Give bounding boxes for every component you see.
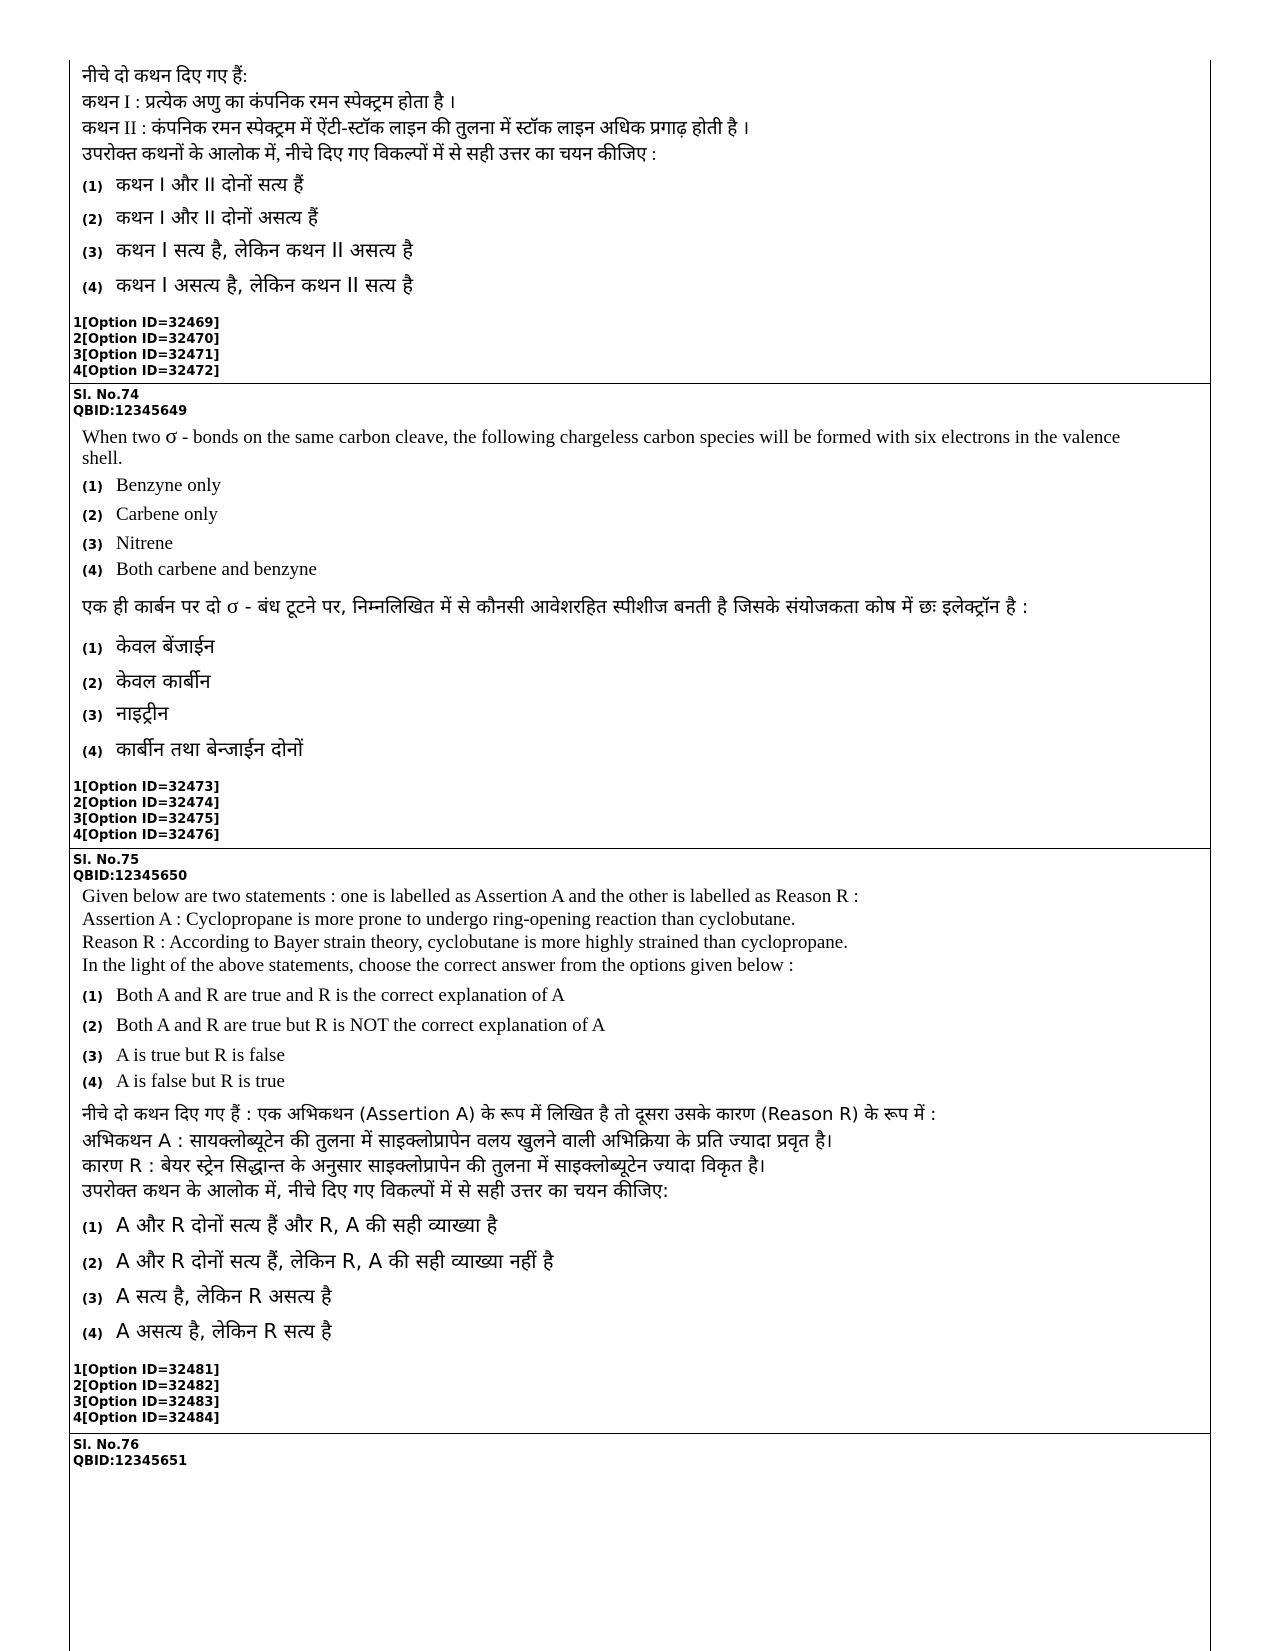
q74-hi-stem bbox=[82, 593, 1028, 619]
option-id: 4[Option ID=32484] bbox=[73, 1411, 220, 1426]
option-number: (1) bbox=[82, 180, 103, 195]
qbid: QBID:12345649 bbox=[73, 404, 188, 419]
option-id: 1[Option ID=32481] bbox=[73, 1363, 220, 1378]
q73-hi-option-4 bbox=[82, 271, 413, 298]
q73-hi-stem-line-4: उपरोक्त कथनों के आलोक में, नीचे दिए गए विकल्पों में से सही उत्तर का चयन कीजिए : bbox=[82, 144, 657, 165]
q75-hi-stem-line-1: नीचे दो कथन दिए गए हैं : एक अभिकथन (Assertion A) के रूप में लिखित है तो दूसरा उसके कारण (Reason R) के रूप में : bbox=[82, 1104, 937, 1125]
option-number: (3) bbox=[82, 246, 103, 261]
q75-en-stem-line-2: Assertion A : Cyclopropane is more prone to undergo ring-opening reaction than cyclobutane. bbox=[82, 909, 796, 930]
q75-en-option-4 bbox=[82, 1071, 285, 1093]
q75-hi-option-3 bbox=[82, 1282, 332, 1309]
option-text: Both carbene and benzyne bbox=[116, 559, 317, 580]
q73-option-ids bbox=[73, 316, 219, 380]
q74-hi-option-3 bbox=[82, 699, 168, 726]
section-divider bbox=[70, 383, 1210, 384]
q73-hi-stem-line-1: नीचे दो कथन दिए गए हैं: bbox=[82, 66, 248, 87]
question-74-section bbox=[70, 385, 1210, 848]
stem-text: - बंध टूटने पर, निम्नलिखित में से कौनसी आवेशरहित स्पीशीज बनती है जिसके संयोजकता कोष में छः इलेक्ट्रॉन है : bbox=[238, 596, 1029, 618]
option-number: (2) bbox=[82, 677, 103, 692]
q74-meta bbox=[73, 388, 187, 420]
q75-option-ids bbox=[73, 1363, 219, 1427]
option-number: (3) bbox=[82, 1292, 103, 1307]
sigma-symbol: σ bbox=[165, 423, 178, 448]
option-text: A सत्य है, लेकिन R असत्य है bbox=[116, 1284, 332, 1308]
q75-en-option-1 bbox=[82, 985, 565, 1007]
q74-hi-option-2 bbox=[82, 667, 211, 694]
q73-hi-option-3 bbox=[82, 236, 413, 263]
option-text: Nitrene bbox=[116, 533, 173, 554]
option-id: 3[Option ID=32471] bbox=[73, 348, 220, 363]
option-id: 2[Option ID=32474] bbox=[73, 796, 220, 811]
q74-en-stem-line-1 bbox=[82, 423, 1120, 449]
question-75-section bbox=[70, 850, 1210, 1433]
option-id: 3[Option ID=32483] bbox=[73, 1395, 220, 1410]
qbid: QBID:12345651 bbox=[73, 1454, 188, 1469]
question-paper-frame bbox=[69, 60, 1211, 1651]
option-text: Carbene only bbox=[116, 504, 218, 525]
qbid: QBID:12345650 bbox=[73, 869, 188, 884]
option-text: कथन I सत्य है, लेकिन कथन II असत्य है bbox=[116, 238, 413, 262]
option-number: (4) bbox=[82, 281, 103, 296]
option-id: 2[Option ID=32482] bbox=[73, 1379, 220, 1394]
option-text: कथन I और II दोनों सत्य हैं bbox=[116, 174, 304, 196]
option-number: (1) bbox=[82, 990, 103, 1005]
q75-en-option-2 bbox=[82, 1015, 605, 1037]
q73-hi-option-2 bbox=[82, 204, 318, 230]
q75-hi-option-4 bbox=[82, 1317, 332, 1344]
option-number: (4) bbox=[82, 745, 103, 760]
option-text: नाइट्रीन bbox=[116, 701, 169, 725]
option-text: Both A and R are true and R is the correct explanation of A bbox=[116, 985, 566, 1006]
stem-text: - bonds on the same carbon cleave, the following chargeless carbon species will be formed with six electrons in the valence bbox=[177, 427, 1121, 448]
option-text: कथन I असत्य है, लेकिन कथन II सत्य है bbox=[116, 273, 413, 297]
q73-hi-stem-line-2: कथन I : प्रत्येक अणु का कंपनिक रमन स्पेक्ट्रम होता है । bbox=[82, 92, 456, 113]
stem-text: When two bbox=[82, 427, 166, 448]
option-number: (2) bbox=[82, 1020, 103, 1035]
q75-hi-stem-line-3: कारण R : बेयर स्ट्रेन सिद्धान्त के अनुसार साइक्लोप्रापेन की तुलना में साइक्लोब्यूटेन ज्यादा विकृत है। bbox=[82, 1155, 766, 1177]
stem-text: एक ही कार्बन पर दो bbox=[82, 596, 227, 618]
q74-hi-option-1 bbox=[82, 632, 215, 659]
option-id: 4[Option ID=32476] bbox=[73, 828, 220, 843]
q74-en-stem-line-2: shell. bbox=[82, 448, 123, 469]
q74-en-option-1 bbox=[82, 475, 221, 497]
q75-en-stem-line-4: In the light of the above statements, choose the correct answer from the options given below : bbox=[82, 955, 794, 976]
option-text: Benzyne only bbox=[116, 475, 222, 496]
option-number: (1) bbox=[82, 642, 103, 657]
option-text: केवल कार्बीन bbox=[116, 669, 211, 693]
serial-number: Sl. No.74 bbox=[73, 388, 140, 403]
q75-hi-stem-line-4: उपरोक्त कथन के आलोक में, नीचे दिए गए विकल्पों में से सही उत्तर का चयन कीजिए: bbox=[82, 1180, 669, 1202]
option-number: (4) bbox=[82, 564, 103, 579]
option-number: (2) bbox=[82, 1257, 103, 1272]
q75-hi-option-1 bbox=[82, 1211, 497, 1238]
section-divider bbox=[70, 1433, 1210, 1434]
option-text: Both A and R are true but R is NOT the correct explanation of A bbox=[116, 1015, 606, 1036]
q74-en-option-2 bbox=[82, 504, 218, 526]
serial-number: Sl. No.75 bbox=[73, 853, 140, 868]
option-id: 1[Option ID=32469] bbox=[73, 316, 220, 331]
option-text: A is true but R is false bbox=[116, 1045, 285, 1066]
serial-number: Sl. No.76 bbox=[73, 1438, 140, 1453]
option-text: कथन I और II दोनों असत्य हैं bbox=[116, 207, 318, 229]
option-number: (2) bbox=[82, 509, 103, 524]
option-text: A is false but R is true bbox=[116, 1071, 285, 1092]
option-id: 1[Option ID=32473] bbox=[73, 780, 220, 795]
q75-hi-option-2 bbox=[82, 1247, 553, 1274]
option-id: 3[Option ID=32475] bbox=[73, 812, 220, 827]
section-divider bbox=[70, 848, 1210, 849]
q74-option-ids bbox=[73, 780, 219, 844]
q74-en-option-4 bbox=[82, 559, 317, 581]
q73-hi-stem-line-3: कथन II : कंपनिक रमन स्पेक्ट्रम में ऐंटी-स्टॉक लाइन की तुलना में स्टॉक लाइन अधिक प्रगाढ़ होती है । bbox=[82, 118, 750, 139]
option-text: कार्बीन तथा बेन्जाईन दोनों bbox=[116, 737, 304, 761]
q75-en-option-3 bbox=[82, 1045, 285, 1067]
option-text: A और R दोनों सत्य हैं, लेकिन R, A की सही व्याख्या नहीं है bbox=[116, 1249, 554, 1273]
q76-meta bbox=[73, 1438, 187, 1470]
option-text: A असत्य है, लेकिन R सत्य है bbox=[116, 1319, 332, 1343]
option-number: (1) bbox=[82, 480, 103, 495]
q75-hi-stem-line-2: अभिकथन A : सायक्लोब्यूटेन की तुलना में साइक्लोप्रापेन वलय खुलने वाली अभिक्रिया के प्रति ज्यादा प्रवृत है। bbox=[82, 1130, 833, 1152]
q75-meta bbox=[73, 853, 187, 885]
option-number: (4) bbox=[82, 1327, 103, 1342]
sigma-symbol: σ bbox=[226, 593, 239, 618]
question-76-section bbox=[70, 1435, 1210, 1535]
q75-en-stem-line-3: Reason R : According to Bayer strain theory, cyclobutane is more highly strained than cyclopropane. bbox=[82, 932, 848, 953]
q73-hi-option-1 bbox=[82, 171, 303, 197]
q75-en-stem-line-1: Given below are two statements : one is labelled as Assertion A and the other is labelled as Reason R : bbox=[82, 886, 859, 907]
option-number: (2) bbox=[82, 213, 103, 228]
option-number: (4) bbox=[82, 1076, 103, 1091]
option-text: A और R दोनों सत्य हैं और R, A की सही व्याख्या है bbox=[116, 1213, 498, 1237]
q74-hi-option-4 bbox=[82, 735, 303, 762]
option-id: 4[Option ID=32472] bbox=[73, 364, 220, 379]
option-number: (3) bbox=[82, 538, 103, 553]
q74-en-option-3 bbox=[82, 533, 173, 555]
option-number: (1) bbox=[82, 1221, 103, 1236]
option-id: 2[Option ID=32470] bbox=[73, 332, 220, 347]
option-number: (3) bbox=[82, 1050, 103, 1065]
option-number: (3) bbox=[82, 709, 103, 724]
question-73-section bbox=[70, 60, 1210, 383]
option-text: केवल बेंजाईन bbox=[116, 634, 215, 658]
